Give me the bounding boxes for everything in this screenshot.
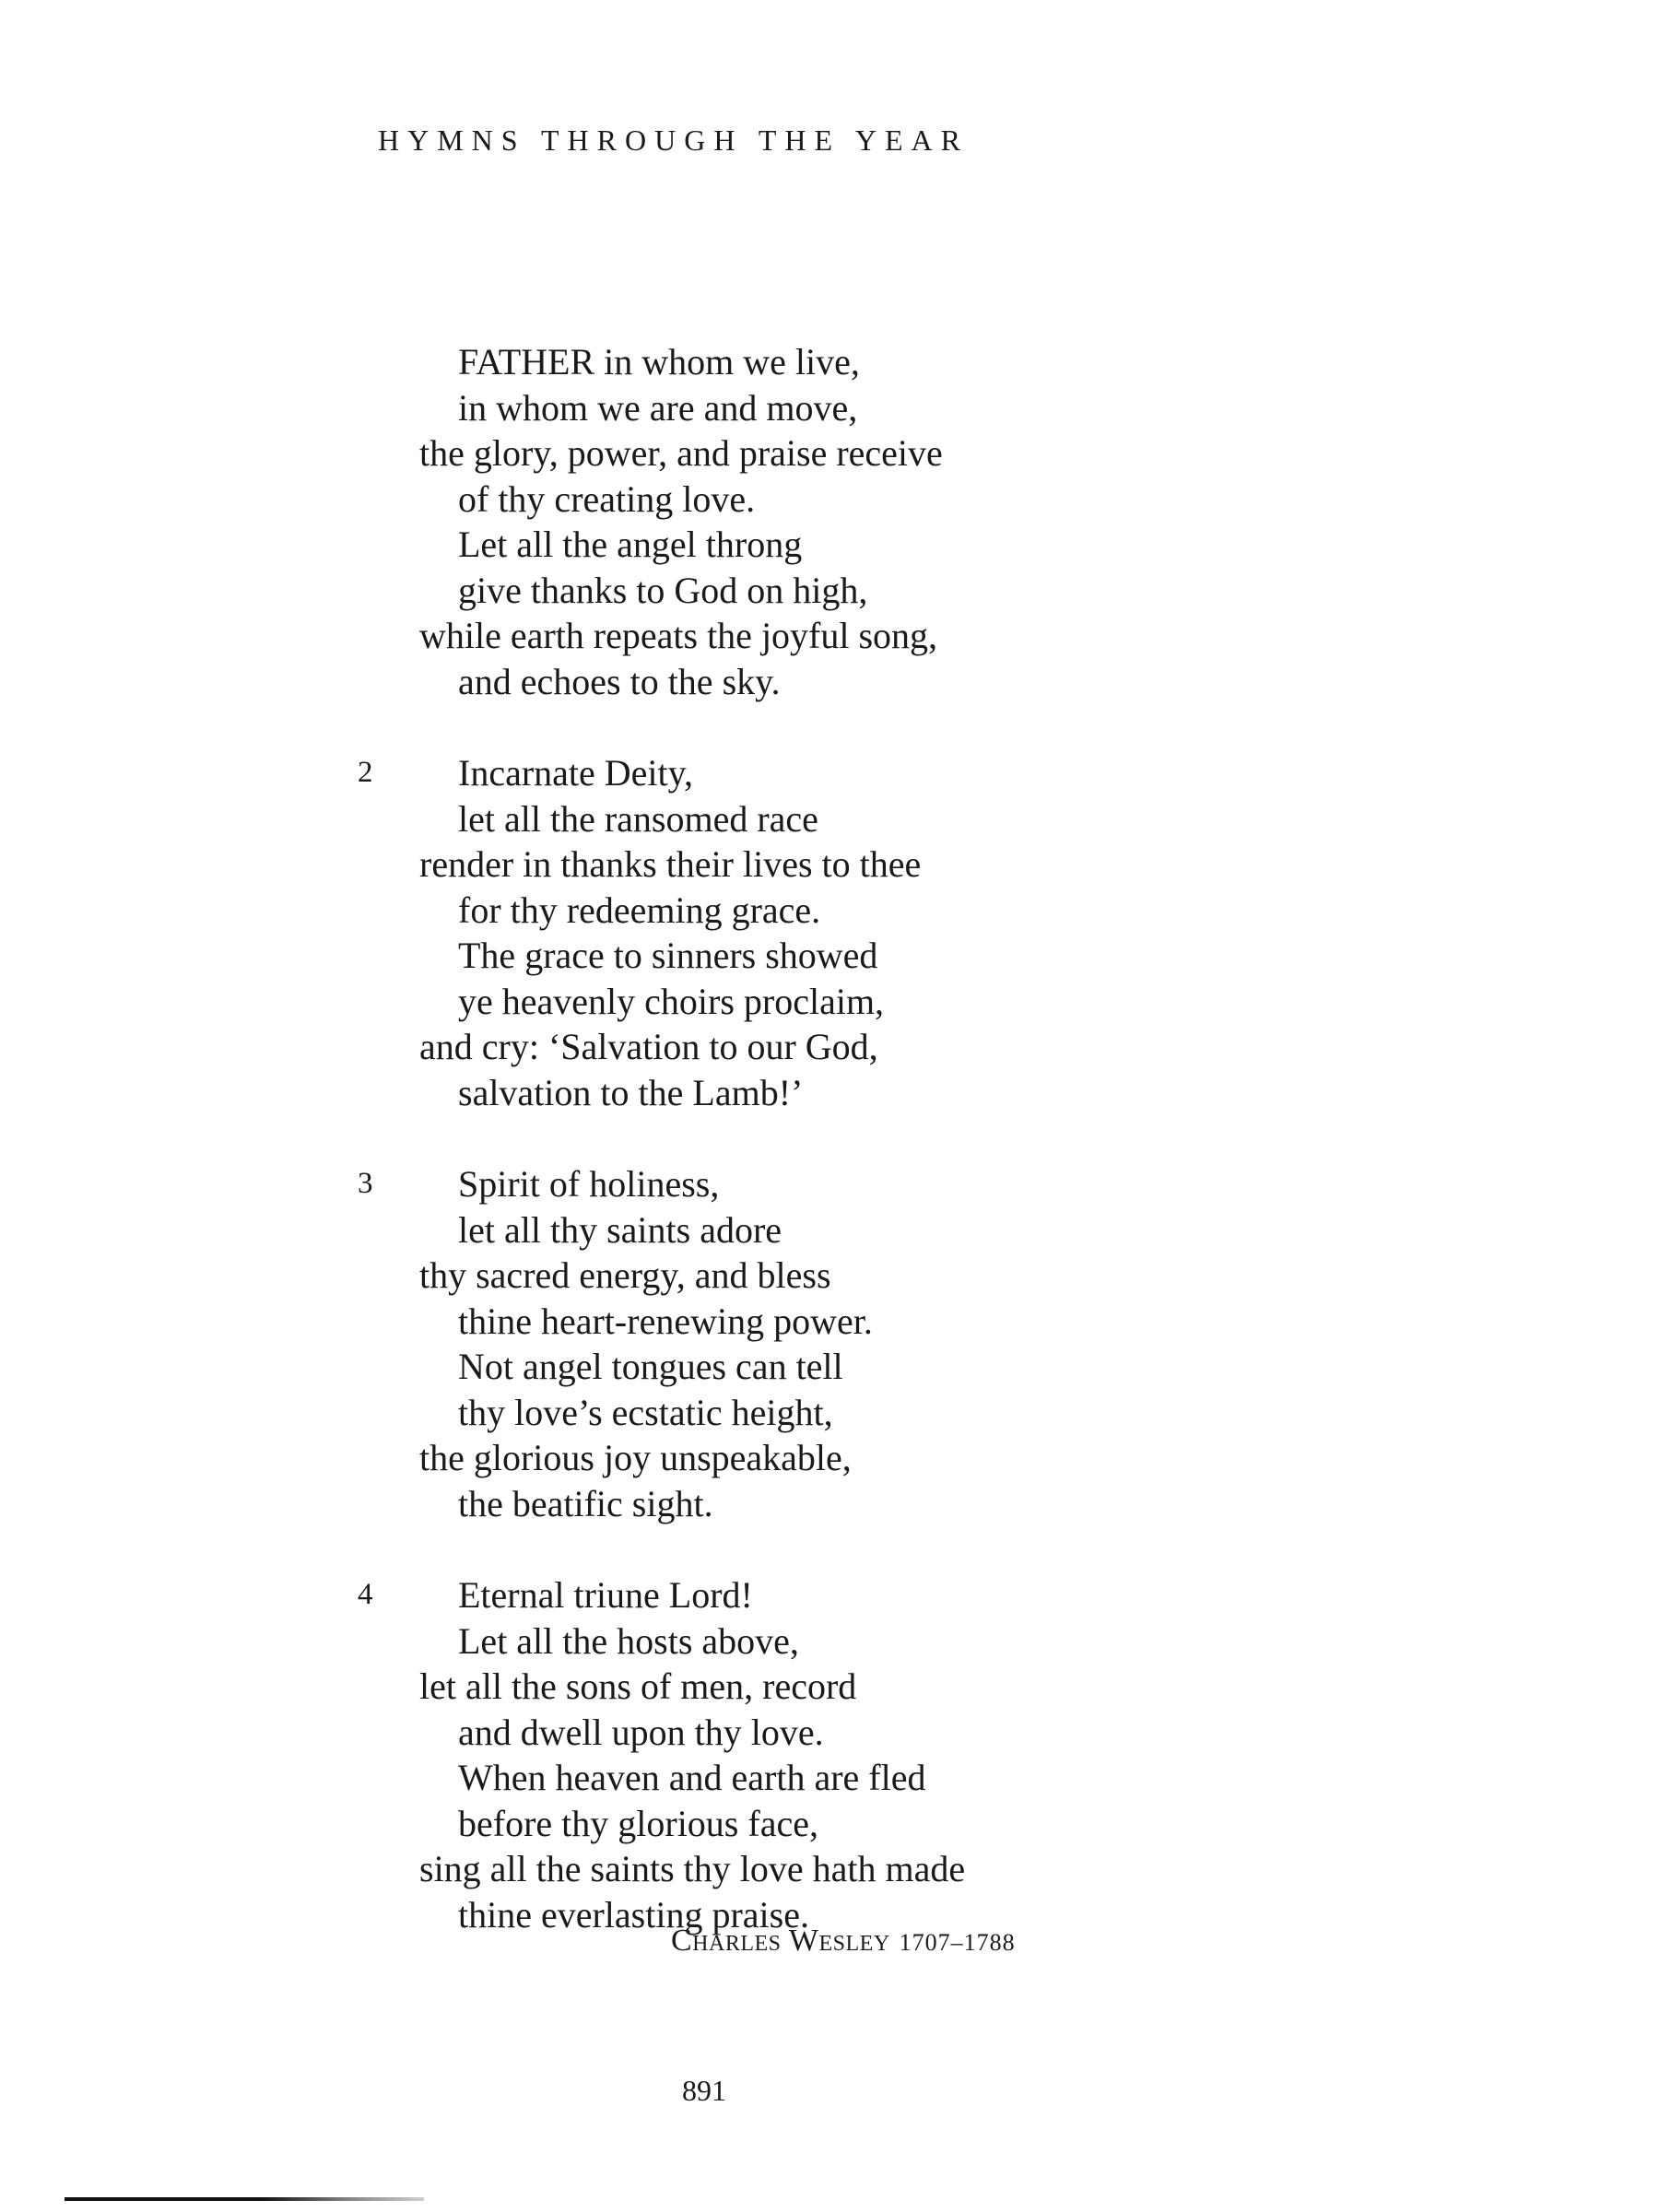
verse-line: of thy creating love. xyxy=(458,477,756,520)
verse-line: Let all the hosts above, xyxy=(458,1619,799,1662)
verse-line: in whom we are and move, xyxy=(458,386,858,429)
verse-line: let all thy saints adore xyxy=(458,1208,782,1251)
verse-line: and echoes to the sky. xyxy=(458,660,781,702)
verse-number: 3 xyxy=(358,1167,373,1200)
verse-line: the glorious joy unspeakable, xyxy=(419,1437,852,1478)
attribution xyxy=(671,1924,1016,1959)
verse-line: thy sacred energy, and bless xyxy=(419,1254,831,1296)
verse-line: give thanks to God on high, xyxy=(458,569,868,611)
verse-line: Spirit of holiness, xyxy=(458,1163,720,1205)
verse-line: let all the sons of men, record xyxy=(419,1665,857,1707)
verse xyxy=(0,339,1659,704)
verse-line: Not angel tongues can tell xyxy=(458,1346,843,1387)
verse-line: The grace to sinners showed xyxy=(458,935,878,976)
verse-line: Incarnate Deity, xyxy=(458,752,694,794)
author-dates: 1707–1788 xyxy=(899,1929,1016,1956)
verse-line: ye heavenly choirs proclaim, xyxy=(458,980,885,1022)
verse-number: 4 xyxy=(358,1578,373,1611)
verse-line: When heaven and earth are fled xyxy=(458,1757,926,1798)
verse-line: salvation to the Lamb!’ xyxy=(458,1071,804,1113)
verse-line: before thy glorious face, xyxy=(458,1802,818,1844)
verse xyxy=(0,750,1659,1115)
verse-line: the beatific sight. xyxy=(458,1482,713,1524)
verse-line: the glory, power, and praise receive xyxy=(419,432,943,474)
hymn-text xyxy=(0,339,1659,1983)
verse-line: and cry: ‘Salvation to our God, xyxy=(419,1026,878,1067)
verse-line: while earth repeats the joyful song, xyxy=(419,615,938,656)
verse-number: 2 xyxy=(358,756,373,789)
author-name: Charles Wesley xyxy=(671,1924,890,1958)
verse-line: thy love’s ecstatic height, xyxy=(458,1391,833,1433)
verse-line: sing all the saints thy love hath made xyxy=(419,1848,966,1889)
running-head: HYMNS THROUGH THE YEAR xyxy=(378,124,969,157)
verse xyxy=(0,1572,1659,1937)
verse-line: let all the ransomed race xyxy=(458,797,818,840)
verse-line: render in thanks their lives to thee xyxy=(419,843,922,885)
verse-line: for thy redeeming grace. xyxy=(458,888,821,931)
verse-line: Let all the angel throng xyxy=(458,524,803,565)
verse-line: FATHER in whom we live, xyxy=(458,341,860,382)
verse-line: thine everlasting praise. xyxy=(458,1893,809,1936)
verse-line: and dwell upon thy love. xyxy=(458,1711,824,1753)
verse-line: Eternal triune Lord! xyxy=(458,1574,753,1616)
verse-line: thine heart-renewing power. xyxy=(458,1300,873,1342)
page-number: 891 xyxy=(682,2074,726,2107)
verse xyxy=(0,1161,1659,1526)
scan-edge-rule xyxy=(65,2197,424,2201)
